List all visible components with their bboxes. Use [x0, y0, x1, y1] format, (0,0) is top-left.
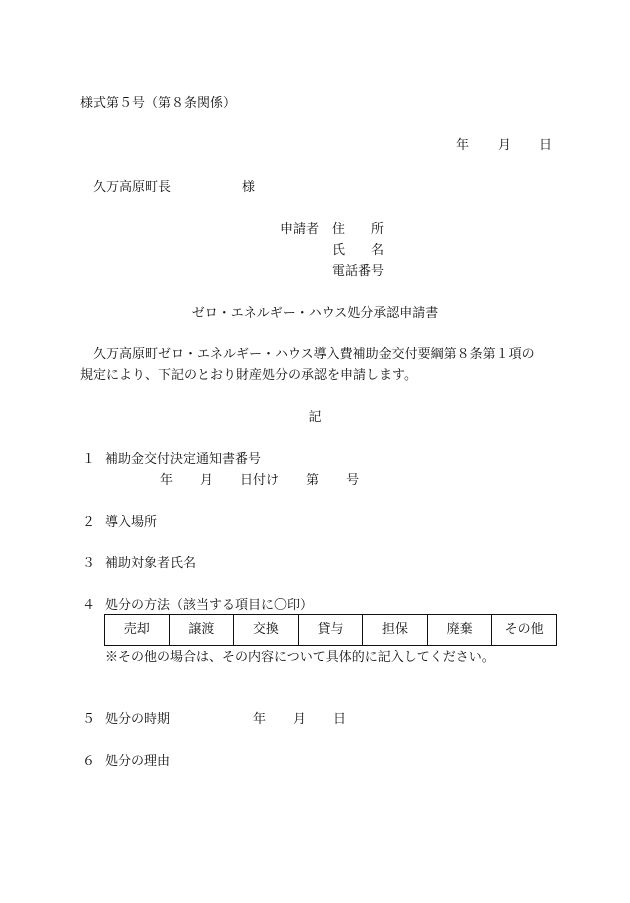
item-6-label: 処分の理由: [105, 754, 171, 769]
item-5-label: 処分の時期: [105, 712, 171, 727]
name-label: 氏 名: [332, 243, 385, 258]
ki-heading: 記: [308, 410, 322, 425]
item-1-number: １: [82, 452, 96, 467]
method-cell-transfer[interactable]: 譲渡: [169, 615, 234, 646]
method-cell-exchange[interactable]: 交換: [234, 615, 299, 646]
item-6-number: ６: [82, 754, 96, 769]
method-cell-collateral[interactable]: 担保: [363, 615, 428, 646]
addressee-name: 久万高原町長: [93, 180, 172, 195]
date-month-label: 月: [498, 138, 512, 153]
date-line: [456, 138, 552, 154]
addressee-honorific: 様: [242, 180, 256, 195]
item-4-number: ４: [82, 598, 96, 613]
applicant-label: 申請者: [280, 222, 320, 237]
item-5-date-line: [253, 712, 346, 728]
item-4-note: ※その他の場合は、その内容について具体的に記入してください。: [105, 650, 495, 665]
item-3-label: 補助対象者氏名: [105, 556, 197, 571]
item-1-go-label: 号: [346, 473, 360, 488]
method-cell-discard[interactable]: 廃棄: [427, 615, 492, 646]
method-cell-other[interactable]: その他: [492, 615, 557, 646]
item-5-number: ５: [82, 712, 96, 727]
item-3-number: ３: [82, 556, 96, 571]
item-5-year-label: 年: [253, 712, 267, 727]
date-year-label: 年: [456, 138, 470, 153]
address-label: 住 所: [332, 222, 385, 237]
body-text-line-1: 久万高原町ゼロ・エネルギー・ハウス導入費補助金交付要綱第８条第１項の: [93, 347, 535, 362]
item-5-month-label: 月: [293, 712, 307, 727]
body-text-line-2: 規定により、下記のとおり財産処分の承認を申請します。: [80, 368, 417, 383]
item-1-month-label: 月: [200, 473, 214, 488]
item-2-number: ２: [82, 515, 96, 530]
item-5-day-label: 日: [333, 712, 347, 727]
item-1-year-label: 年: [160, 473, 174, 488]
method-cell-lend[interactable]: 貸与: [298, 615, 363, 646]
item-1-label: 補助金交付決定通知書番号: [105, 452, 262, 467]
date-day-label: 日: [539, 138, 553, 153]
document-title: ゼロ・エネルギー・ハウス処分承認申請書: [191, 306, 439, 321]
phone-label: 電話番号: [332, 264, 385, 279]
item-4-label: 処分の方法（該当する項目に〇印）: [105, 598, 314, 613]
item-1-date-suffix: 日付け: [240, 473, 280, 488]
item-1-dai-label: 第: [306, 473, 320, 488]
item-2-label: 導入場所: [105, 515, 158, 530]
method-cell-sale[interactable]: 売却: [105, 615, 170, 646]
item-1-date-line: [160, 473, 359, 489]
disposal-method-table: [104, 614, 557, 646]
disposal-method-row: [105, 615, 557, 646]
form-number: 様式第５号（第８条関係）: [80, 96, 237, 111]
